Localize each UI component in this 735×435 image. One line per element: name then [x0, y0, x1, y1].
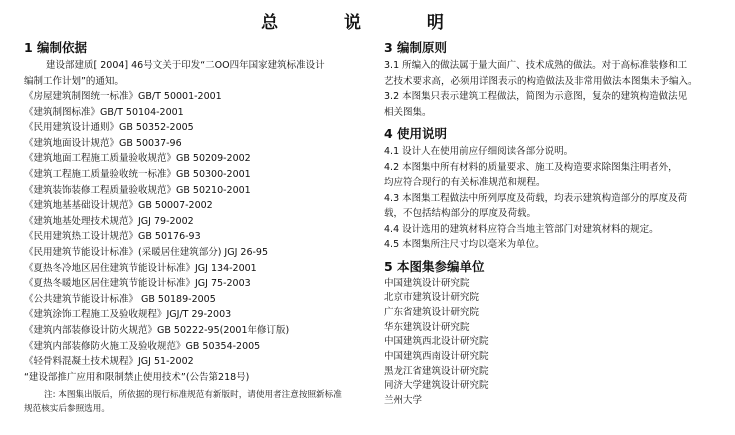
standard-item: 《建筑制图标准》GB/T 50104-2001: [24, 106, 184, 118]
section-4-line: 4.5 本图集所注尺寸均以毫米为单位。: [384, 239, 545, 250]
section-4-line: 4.3 本图集工程做法中所列厚度及荷载，均表示建筑构造部分的厚度及荷: [384, 192, 688, 204]
standard-item: 《夏热冬冷地区居住建筑节能设计标准》JGJ 134-2001: [24, 262, 257, 274]
org-item: 中国建筑西北设计研究院: [384, 336, 489, 348]
standard-item: 《建筑装饰装修工程质量验收规范》GB 50210-2001: [24, 184, 251, 196]
section-4-line: 4.1 设计人在使用前应仔细阅读各部分说明。: [384, 146, 574, 157]
standard-item: 《建筑地基处理技术规范》JGJ 79-2002: [24, 215, 194, 227]
standard-item: 《建筑地基基础设计规范》GB 50007-2002: [24, 200, 213, 212]
standard-item: 《轻骨料混凝土技术规程》JGJ 51-2002: [24, 356, 194, 368]
section-5-heading: 5 本图集参编单位: [384, 258, 485, 274]
standard-item: 《建筑地面工程施工质量验收规范》GB 50209-2002: [24, 153, 251, 165]
section-3-heading: 3 编制原则: [384, 40, 448, 55]
org-item: 北京市建筑设计研究院: [384, 292, 480, 304]
section-4-heading: 4 使用说明: [384, 126, 448, 141]
page-title: 总 说 明: [261, 13, 474, 33]
org-item: 黑龙江省建筑设计研究院: [384, 365, 489, 377]
standard-item: 《公共建筑节能设计标准》 GB 50189-2005: [24, 293, 216, 305]
footnote-line: 规范核实后参照选用。: [24, 404, 110, 415]
standard-item: 《民用建筑热工设计规范》GB 50176-93: [24, 231, 201, 243]
org-item: 兰州大学: [384, 395, 423, 407]
section-1-heading: 1 编制依据: [24, 40, 88, 55]
standard-item: 《建筑工程施工质量验收统一标准》GB 50300-2001: [24, 168, 251, 180]
standard-item: 《夏热冬暖地区居住建筑节能设计标准》JGJ 75-2003: [24, 278, 251, 290]
org-item: 中国建筑设计研究院: [384, 277, 470, 289]
section-3: [384, 40, 729, 120]
org-item: 华东建筑设计研究院: [384, 321, 470, 333]
org-item: 中国建筑西南设计研究院: [384, 351, 489, 363]
section-4-line: 载，不包括结构部分的厚度及荷载。: [384, 208, 537, 219]
section-4-line: 4.2 本图集中所有材料的质量要求、施工及构造要求除图集注明者外，: [384, 161, 678, 173]
footnote-line: 注: 本图集出版后，所依据的现行标准规范有新版时，请使用者注意按照新标准: [44, 390, 342, 401]
standard-item: 《建筑内部装修防火施工及验收规范》GB 50354-2005: [24, 340, 261, 352]
intro-line: 建设部建质[ 2004] 46号文关于印发“二OO四年国家建筑标准设计: [46, 60, 325, 71]
section-3-line: 艺技术要求高，必须用详图表示的构造做法及非常用做法本图集未予编入。: [384, 75, 698, 87]
org-item: 广东省建筑设计研究院: [384, 306, 480, 318]
standard-item: 《建筑涂饰工程施工及验收规程》JGJ/T 29-2003: [24, 309, 232, 321]
standard-item: “建设部推广应用和限制禁止使用技术”(公告第218号): [24, 371, 250, 383]
standard-item: 《民用建筑节能设计标准》(采暖居住建筑部分) JGJ 26-95: [24, 246, 269, 258]
intro-line: 编制工作计划”的通知。: [24, 75, 124, 87]
section-4-line: 4.4 设计选用的建筑材料应符合当地主管部门对建筑材料的规定。: [384, 223, 659, 235]
section-4: [384, 126, 729, 253]
org-item: 同济大学建筑设计研究院: [384, 380, 489, 392]
standard-item: 《建筑地面设计规范》GB 50037-96: [24, 137, 182, 149]
section-3-line: 3.2 本图集只表示建筑工程做法，简图为示意图，复杂的建筑构造做法见: [384, 91, 688, 102]
standard-item: 《民用建筑设计通则》GB 50352-2005: [24, 122, 194, 134]
footnote: [24, 388, 364, 416]
section-3-line: 相关图集。: [384, 106, 432, 118]
section-4-line: 均应符合现行的有关标准规范和规程。: [384, 177, 546, 188]
left-column: [24, 40, 364, 416]
standard-item: 《房屋建筑制图统一标准》GB/T 50001-2001: [24, 91, 222, 102]
standard-item: 《建筑内部装修设计防火规范》GB 50222-95(2001年修订版): [24, 324, 290, 336]
right-column: [384, 40, 729, 415]
section-3-line: 3.1 所编入的做法属于量大面广、技术成熟的做法。对于高标准装修和工: [384, 60, 688, 71]
standards-list: [24, 89, 364, 385]
section-5: [384, 259, 729, 409]
